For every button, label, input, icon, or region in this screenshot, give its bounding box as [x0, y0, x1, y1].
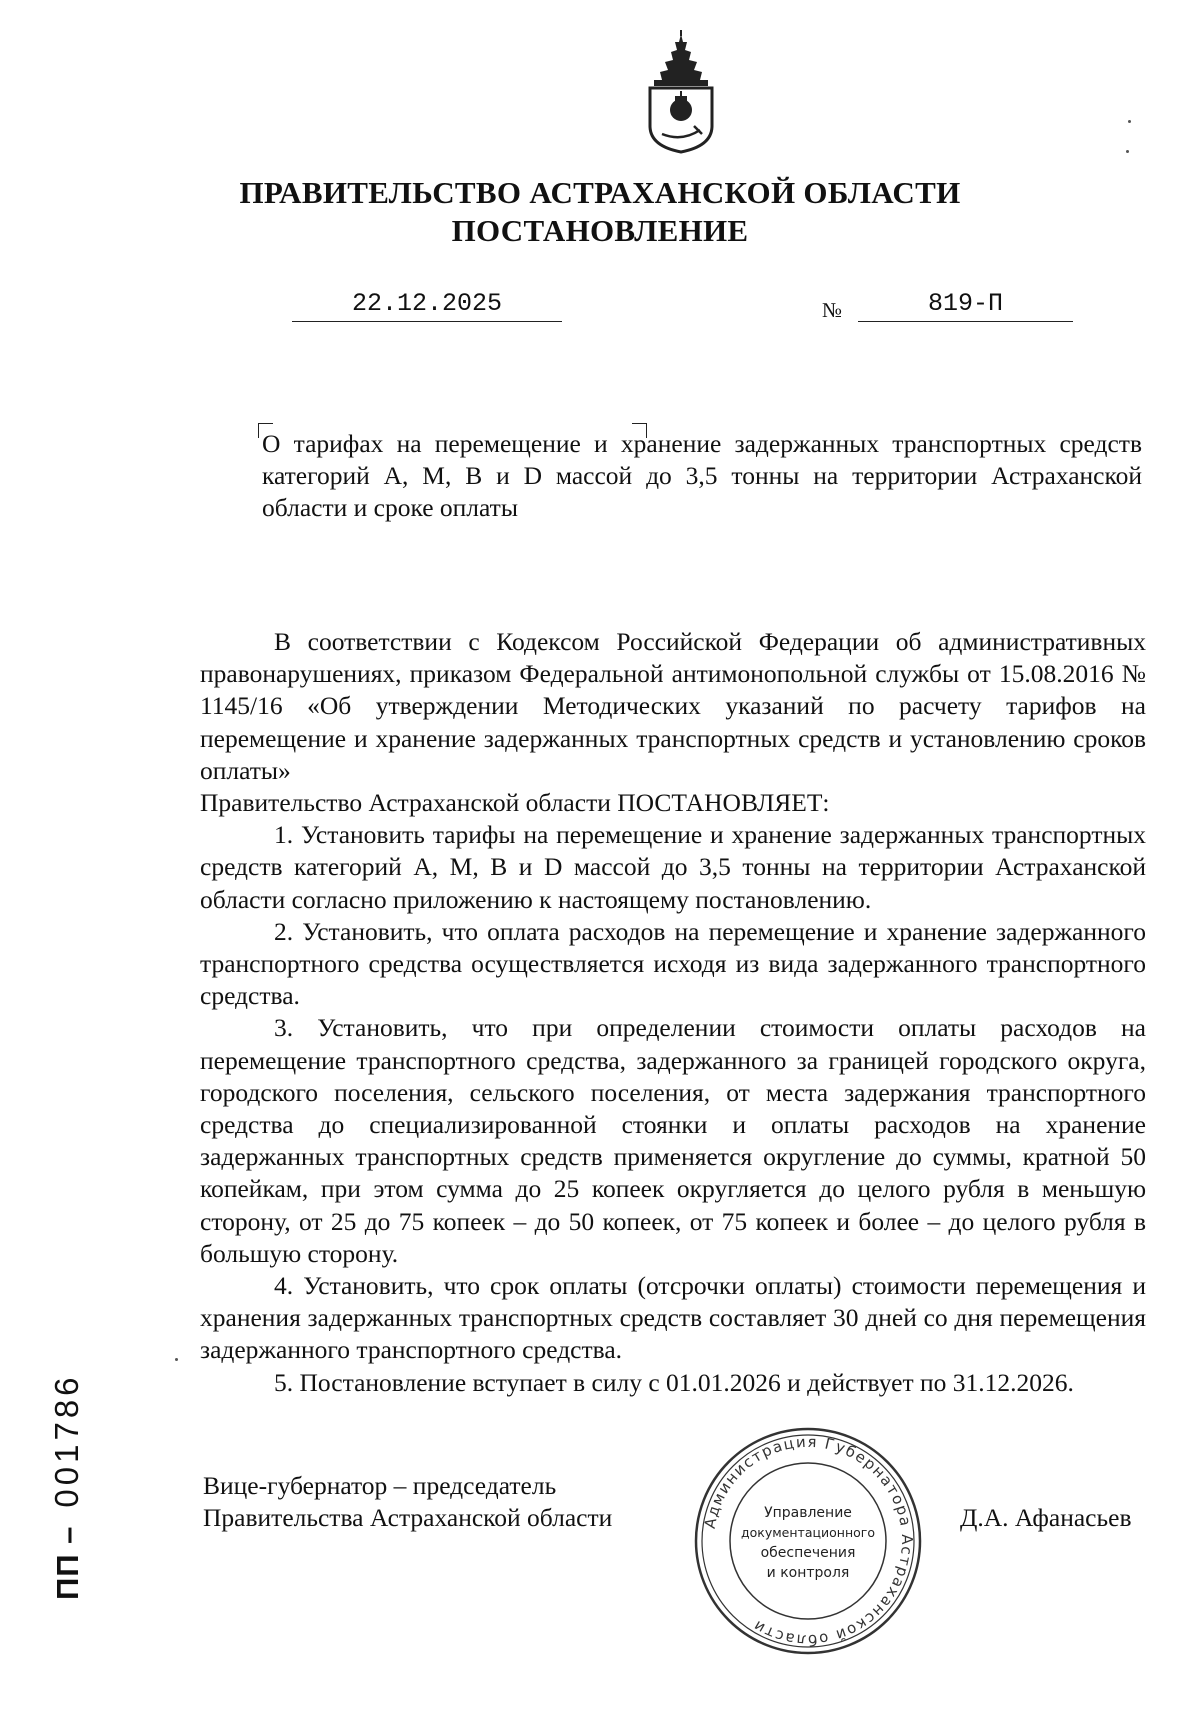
document-type-title: ПОСТАНОВЛЕНИЕ — [451, 213, 749, 248]
coat-of-arms-emblem — [642, 30, 720, 154]
signatory-position-line-2: Правительства Астраханской области — [203, 1503, 613, 1532]
seal-outer-text: Администрация Губернатора Астраханской области — [700, 1432, 917, 1650]
resolution-item-5: 5. Постановление вступает в силу с 01.01.2026 и действует по 31.12.2026. — [274, 1367, 1074, 1397]
scan-speck — [1128, 120, 1131, 123]
signatory-name: Д.А. Афанасьев — [960, 1503, 1132, 1532]
document-date: 22.12.2025 — [292, 291, 562, 322]
seal-inner-line-3: обеспечения — [760, 1545, 856, 1561]
organization-title: ПРАВИТЕЛЬСТВО АСТРАХАНСКОЙ ОБЛАСТИ — [239, 175, 961, 210]
registration-number: 001786 — [48, 1373, 85, 1508]
seal-inner-line-1: Управление — [764, 1505, 852, 1521]
preamble-paragraph: В соответствии с Кодексом Российской Федерации об административных правонарушениях, приказом Федеральной антимонопольной службы от 15.08.2016 № 1145/16 «Об утверждении Методических указаний по расчету тарифов на перемещение и хранение задержанных транспортных средств и установлению сроков оплаты» — [200, 627, 1146, 785]
resolution-item-1: 1. Установить тарифы на перемещение и хранение задержанных транспортных средств категорий A, M, B и D массой до 3,5 тонны на территории Астраханской области согласно приложению к настоящему постановлению. — [200, 820, 1146, 914]
signatory-position — [203, 1470, 612, 1534]
official-seal — [692, 1425, 924, 1657]
scan-speck — [175, 1358, 178, 1361]
scan-speck — [1126, 150, 1129, 153]
seal-inner-line-2: документационного — [741, 1525, 875, 1540]
number-sign: № — [822, 298, 843, 322]
registration-stamp — [48, 1373, 86, 1600]
resolution-item-3: 3. Установить, что при определении стоимости оплаты расходов на перемещение транспортного средства, задержанного за границей городского округа, городского поселения, сельского поселения, от места задержания транспортного средства до специализированной стоянки и оплаты расходов на хранение задержанных транспортных средств применяется округление до суммы, кратной 50 копейкам, при этом сумма до 25 копеек округляется до целого рубля в меньшую сторону, от 25 до 75 копеек – до 50 копеек, от 75 копеек и более – до целого рубля в большую сторону. — [200, 1013, 1146, 1268]
resolution-item-2: 2. Установить, что оплата расходов на перемещение и хранение задержанного транспортного средства осуществляется исходя из вида задержанного транспортного средства. — [200, 916, 1146, 1011]
resolution-item-4: 4. Установить, что срок оплаты (отсрочки оплаты) стоимости перемещения и хранения задержанных транспортных средств составляет 30 дней со дня перемещения задержанного транспортного средства. — [200, 1271, 1146, 1365]
seal-inner-line-4: и контроля — [766, 1565, 850, 1581]
resolves-line: Правительство Астраханской области ПОСТАНОВЛЯЕТ: — [200, 788, 830, 818]
registration-prefix: ПП – — [50, 1525, 85, 1600]
document-subject: О тарифах на перемещение и хранение задержанных транспортных средств категорий A, M, B и D массой до 3,5 тонны на территории Астраханской области и сроке оплаты — [262, 429, 1142, 522]
document-body — [200, 626, 1146, 1399]
signatory-position-line-1: Вице-губернатор – председатель — [203, 1471, 557, 1500]
document-number: 819-П — [858, 291, 1073, 322]
